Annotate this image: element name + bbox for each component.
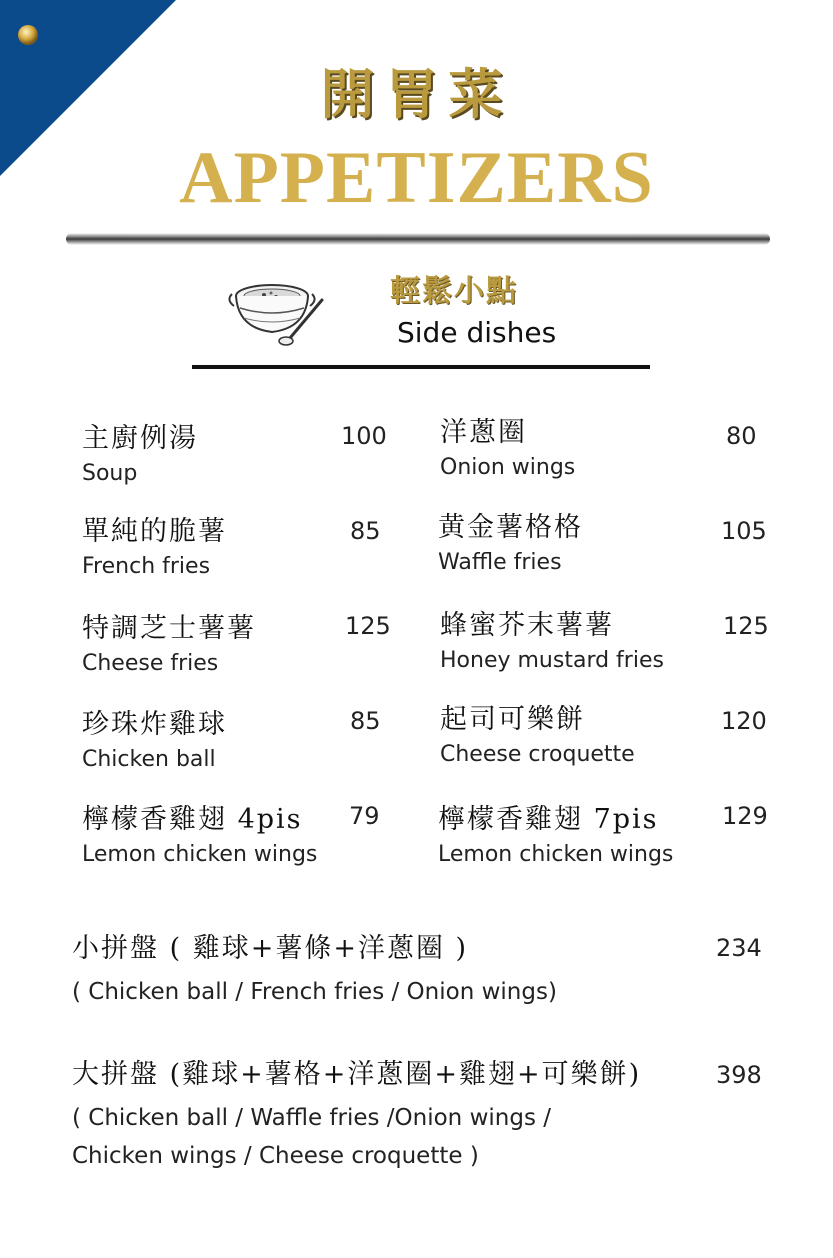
page-title-en: APPETIZERS <box>179 137 654 219</box>
menu-item <box>82 797 317 867</box>
item-name-zh: 單純的脆薯 <box>82 516 227 547</box>
menu-item <box>440 697 635 767</box>
item-name-en: Soup <box>82 461 138 486</box>
menu-item <box>438 505 583 575</box>
item-name-zh: 檸檬香雞翅 4pis <box>82 804 303 835</box>
item-name-en: Lemon chicken wings <box>82 842 318 867</box>
item-name-zh: 起司可樂餅 <box>440 704 585 735</box>
item-price: 85 <box>350 707 381 735</box>
platter-small <box>72 926 557 1005</box>
item-name-en: French fries <box>82 554 211 579</box>
section-title-en: Side dishes <box>397 316 557 349</box>
platter-large <box>72 1052 641 1169</box>
item-name-en: Cheese croquette <box>440 742 635 767</box>
item-price: 129 <box>722 802 768 830</box>
item-name-en: Cheese fries <box>82 651 219 676</box>
soup-bowl-icon <box>226 266 330 346</box>
platter-name-en: ( Chicken ball / French fries / Onion wings) <box>72 979 557 1005</box>
item-price: 80 <box>726 422 757 450</box>
platter-name-en-line2: Chicken wings / Cheese croquette ) <box>72 1143 479 1169</box>
item-name-en: Lemon chicken wings <box>438 842 674 867</box>
item-price: 85 <box>350 517 381 545</box>
item-name-zh: 特調芝士薯薯 <box>82 613 256 644</box>
item-price: 125 <box>723 612 769 640</box>
item-name-zh: 檸檬香雞翅 7pis <box>438 804 659 835</box>
platter-price: 234 <box>716 934 762 962</box>
item-price: 79 <box>349 802 380 830</box>
menu-item <box>440 603 664 673</box>
item-name-en: Onion wings <box>440 455 576 480</box>
menu-item <box>438 797 673 867</box>
item-price: 105 <box>721 517 767 545</box>
item-name-zh: 蜂蜜芥末薯薯 <box>440 610 614 641</box>
platter-name-en: ( Chicken ball / Waffle fries /Onion wings / <box>72 1105 551 1131</box>
menu-item <box>82 702 227 772</box>
menu-item <box>82 416 198 486</box>
item-name-zh: 黄金薯格格 <box>438 512 583 543</box>
item-name-en: Honey mustard fries <box>440 648 664 673</box>
brush-divider <box>66 233 770 245</box>
item-name-en: Chicken ball <box>82 747 216 772</box>
item-price: 125 <box>345 612 391 640</box>
gold-bead-icon <box>18 25 38 45</box>
platter-price: 398 <box>716 1061 762 1089</box>
menu-item <box>82 509 227 579</box>
item-name-zh: 珍珠炸雞球 <box>82 709 227 740</box>
item-price: 100 <box>341 422 387 450</box>
item-name-zh: 主廚例湯 <box>82 423 198 454</box>
section-title-zh: 輕鬆小點 <box>390 274 518 309</box>
menu-item <box>82 606 256 676</box>
platter-name-zh: 大拼盤 (雞球+薯格+洋蔥圈+雞翅+可樂餅) <box>72 1059 642 1090</box>
menu-item <box>440 410 575 480</box>
item-price: 120 <box>721 707 767 735</box>
page-title-zh: 開胃菜 <box>320 62 513 126</box>
item-name-en: Waffle fries <box>438 550 562 575</box>
platter-name-zh: 小拼盤 ( 雞球+薯條+洋蔥圈 ) <box>72 933 469 964</box>
section-divider <box>192 365 650 369</box>
item-name-zh: 洋蔥圈 <box>440 417 527 448</box>
